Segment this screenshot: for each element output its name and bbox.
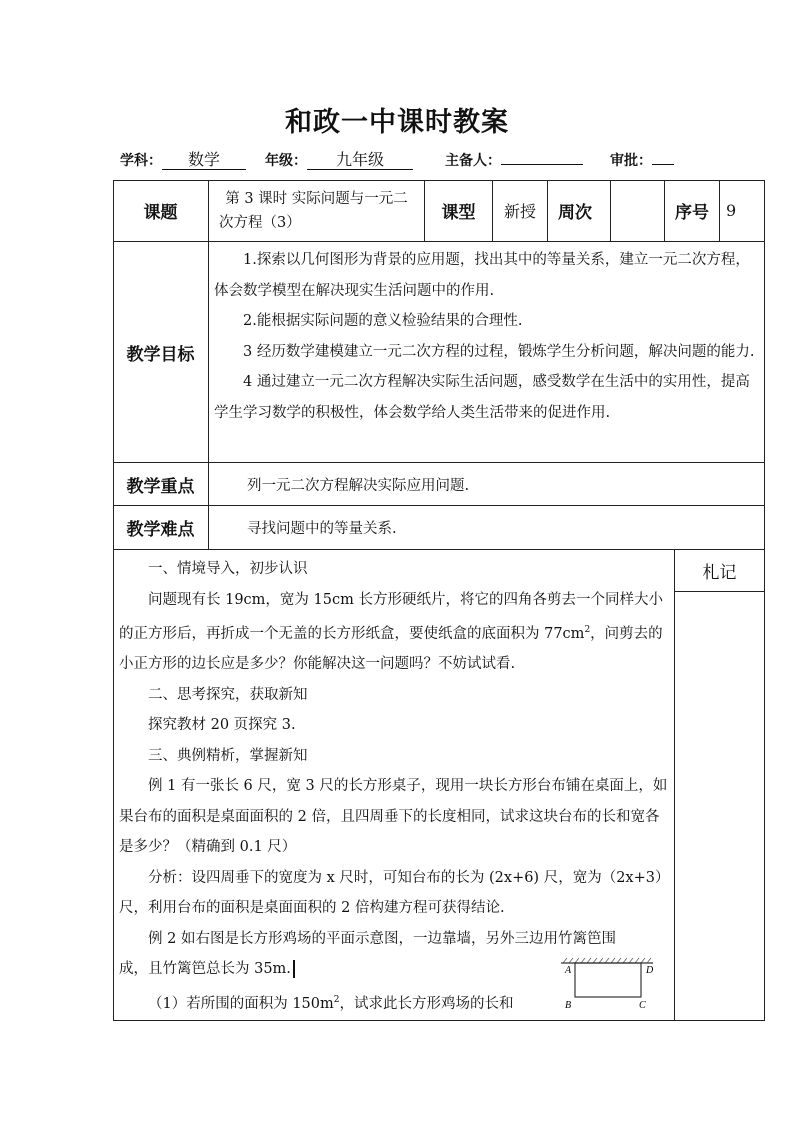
key-point-label: 教学重点 [126,476,195,497]
notes-column-divider [674,549,675,1021]
question-1-text-cont: ，试求此长方形鸡场的长和 [339,995,514,1012]
difficulty-value: 寻找问题中的等量关系. [247,521,397,537]
notes-label: 札记 [702,563,737,583]
seq-value: 9 [726,201,737,220]
row-divider [113,549,765,550]
objective-item: 1.探索以几何图形为背景的应用题，找出其中的等量关系，建立一元二次方程，体会数学模型在解决现实生活问题中的作用. [214,252,750,299]
notes-divider [674,591,765,592]
question-1-text: （1）若所围的面积为 150m [148,995,334,1012]
topic-value-line2: 次方程（3） [219,214,301,231]
type-value: 新授 [503,202,536,221]
difficulty-label: 教学难点 [126,520,195,540]
section-heading: 三、典例精析，掌握新知 [148,747,308,764]
type-label: 课型 [441,203,476,223]
text-cursor [293,960,295,978]
reviewer-field [610,150,674,170]
objective-item: 2.能根据实际问题的意义检验结果的合理性. [243,313,523,329]
label-b: B [565,1000,572,1011]
preparer-label: 主备人： [445,153,501,169]
fence-rectangle [575,963,641,997]
week-label: 周次 [558,203,592,223]
page-title: 和政一中课时教案 [285,107,509,138]
topic-label: 课题 [143,203,178,223]
section-heading: 二、思考探究，获取新知 [148,686,308,703]
preparer-field [445,150,583,170]
grade-value: 九年级 [307,151,413,170]
analysis: 分析：设四周垂下的宽度为 x 尺时，可知台布的长为 (2x+6) 尺，宽为（2x+3）尺，利用台布的面积是桌面面积的 2 倍构建方程可获得结论. [119,869,663,917]
lesson-plan-table [113,180,765,1021]
table-border-right [764,180,765,1021]
subject-value: 数学 [162,151,246,170]
label-d: D [646,965,654,976]
wall-hatching [563,958,651,963]
objective-item: 3 经历数学建模建立一元二次方程的过程，锻炼学生分析问题，解决问题的能力. [243,343,755,360]
label-c: C [639,1000,646,1011]
objectives-list [214,245,759,428]
week-value [611,180,664,241]
lesson-body [119,554,668,1019]
grade-label: 年级： [265,153,307,169]
key-point-value: 列一元二次方程解决实际应用问题. [247,477,470,494]
row-divider [113,241,765,242]
section-heading: 一、情境导入，初步认识 [148,561,308,577]
objective-item: 4 通过建立一元二次方程解决实际生活问题，感受数学在生活中的实用性，提高学生学习数学的积极性，体会数学给人类生活带来的促进作用. [214,374,750,421]
preparer-value [501,164,583,165]
table-border-bottom [113,1020,765,1021]
example-2-line1: 例 2 如右图是长方形鸡场的平面示意图，一边靠墙，另外三边用竹篱笆围 [148,930,616,947]
topic-value-line1: 第 3 课时 实际问题与一元二 [225,190,408,207]
label-a: A [565,965,572,976]
objectives-label: 教学目标 [126,344,195,365]
seq-label: 序号 [675,203,709,223]
superscript: 2 [584,625,591,635]
reviewer-label: 审批： [610,153,652,169]
problem-text-cont: ，问剪去的小正方形的边长应是多少？你能解决这一问题吗？不妨试试看. [119,625,663,673]
chicken-farm-diagram [559,956,669,1016]
example-2-line2-text: 成，且竹篱笆总长为 35m. [119,961,291,978]
body-paragraph: 探究教材 20 页探究 3. [148,717,296,734]
header-meta [120,150,740,172]
topic-value [209,180,424,241]
subject-field [120,150,246,170]
problem-text: 问题现有长 19cm，宽为 15cm 长方形硬纸片，将它的四角各剪去一个同样大小的正方形后，再折成一个无盖的长方形纸盒，要使纸盒的底面积为 77cm [119,591,663,642]
grade-field [265,150,413,170]
superscript: 2 [333,994,340,1005]
subject-label: 学科： [120,153,162,169]
body-paragraph [119,585,668,680]
example-1: 例 1 有一张长 6 尺，宽 3 尺的长方形桌子，现用一块长方形台布铺在桌面上，如果台布的面积是桌面面积的 2 倍，且四周垂下的长度相同，试求这块台布的长和宽各是多少？（精确到 0.1 尺） [119,778,668,856]
reviewer-value [652,164,674,165]
